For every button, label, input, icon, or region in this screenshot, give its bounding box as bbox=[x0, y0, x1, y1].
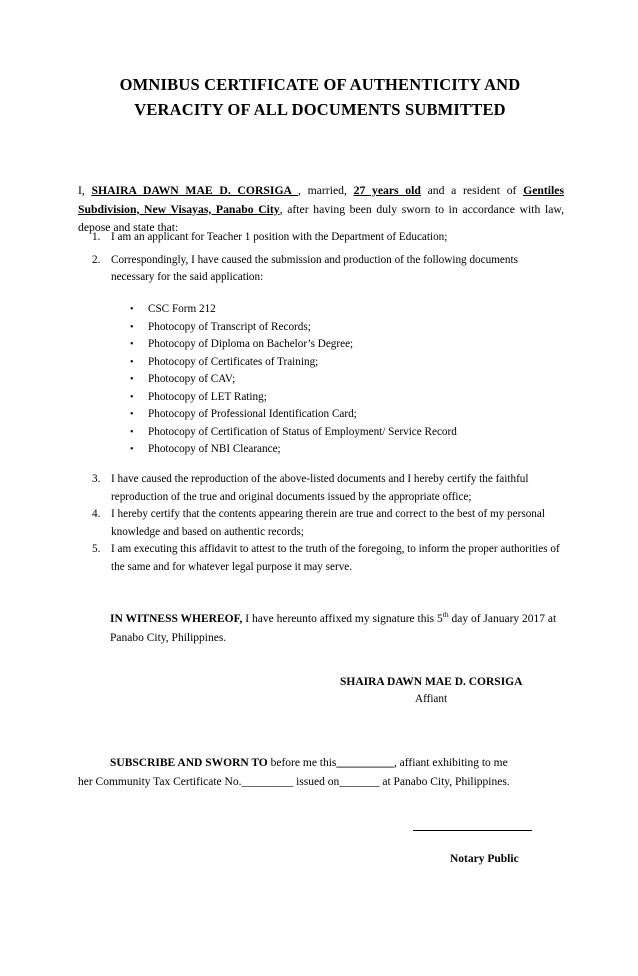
jurat-text-1: before me this bbox=[267, 757, 337, 769]
document-item bbox=[130, 336, 457, 354]
document-item bbox=[130, 301, 457, 319]
document-label: Photocopy of CAV; bbox=[148, 373, 236, 385]
affiant-signature-name: SHAIRA DAWN MAE D. CORSIGA bbox=[340, 676, 523, 688]
bullet-icon: • bbox=[130, 321, 134, 333]
intro-prefix: I, bbox=[78, 184, 92, 197]
document-item bbox=[130, 371, 457, 389]
jurat-date-blank: __________ bbox=[336, 757, 394, 769]
affiant-name-inline: SHAIRA DAWN MAE D. CORSIGA bbox=[91, 184, 299, 197]
document-item bbox=[130, 406, 457, 424]
document-label: Photocopy of Diploma on Bachelor’s Degree; bbox=[148, 338, 354, 350]
bullet-icon: • bbox=[130, 356, 134, 368]
witness-ordinal: th bbox=[442, 610, 449, 619]
title-line-1: OMNIBUS CERTIFICATE OF AUTHENTICITY AND bbox=[119, 75, 521, 94]
intro-after-name: , married, bbox=[298, 184, 354, 197]
document-label: Photocopy of Certificates of Training; bbox=[148, 355, 319, 368]
document-item bbox=[130, 319, 457, 337]
document-label: Photocopy of NBI Clearance; bbox=[148, 443, 281, 455]
witness-lead: IN WITNESS WHEREOF, bbox=[110, 612, 243, 625]
document-label: Photocopy of LET Rating; bbox=[148, 390, 267, 403]
jurat-paragraph bbox=[78, 754, 568, 792]
document-item bbox=[130, 389, 457, 407]
statement-number: 3. bbox=[92, 473, 101, 485]
statement-item bbox=[92, 252, 531, 287]
statement-number: 1. bbox=[92, 231, 101, 243]
statement-text: Correspondingly, I have caused the submission and production of the following documents necessary for the said application: bbox=[111, 253, 518, 283]
bullet-icon: • bbox=[130, 374, 134, 385]
bullet-icon: • bbox=[130, 426, 134, 438]
bullet-icon: • bbox=[130, 304, 134, 315]
witness-text-2: day of January 2017 at Panabo City, Philippines. bbox=[110, 612, 557, 644]
notary-signature-line bbox=[413, 830, 532, 831]
bullet-icon: • bbox=[130, 339, 134, 350]
document-label: Photocopy of Transcript of Records; bbox=[148, 320, 311, 333]
document-label: Photocopy of Certification of Status of Employment/ Service Record bbox=[148, 425, 457, 438]
document-item bbox=[130, 441, 457, 459]
bullet-icon: • bbox=[130, 409, 134, 420]
document-item bbox=[130, 354, 457, 372]
affiant-label: Affiant bbox=[415, 693, 448, 705]
jurat-line-1 bbox=[78, 754, 568, 773]
documents-list bbox=[130, 301, 457, 459]
statements-list-b bbox=[92, 471, 562, 576]
statements-list-a bbox=[92, 229, 562, 287]
bullet-icon: • bbox=[130, 444, 134, 455]
document-title bbox=[60, 72, 580, 122]
witness-paragraph bbox=[110, 605, 565, 648]
jurat-line-2: her Community Tax Certificate No._________ issued on_______ at Panabo City, Philippines. bbox=[78, 776, 510, 788]
jurat-text-2: , affiant exhibiting to me bbox=[393, 757, 508, 769]
statement-text: I am an applicant for Teacher 1 position with the Department of Education; bbox=[111, 231, 448, 243]
statement-number: 4. bbox=[92, 508, 101, 520]
statement-number: 2. bbox=[92, 253, 101, 266]
witness-text-1: I have hereunto affixed my signature this 5 bbox=[242, 612, 443, 625]
affiant-address: Gentiles Subdivision, New Visayas, Panabo City bbox=[78, 184, 565, 216]
statement-text: I hereby certify that the contents appearing therein are true and correct to the best of my personal knowledge and based on authentic records; bbox=[111, 508, 545, 538]
notary-label: Notary Public bbox=[450, 853, 519, 865]
title-line-2: VERACITY OF ALL DOCUMENTS SUBMITTED bbox=[134, 100, 506, 119]
statement-item bbox=[92, 506, 562, 541]
statement-number: 5. bbox=[92, 543, 101, 555]
document-label: Photocopy of Professional Identification Card; bbox=[148, 408, 357, 420]
statement-item bbox=[92, 541, 562, 576]
bullet-icon: • bbox=[130, 391, 134, 403]
jurat-lead: SUBSCRIBE AND SWORN TO bbox=[110, 757, 268, 769]
statement-text: I have caused the reproduction of the above-listed documents and I hereby certify the faithful reproduction of the true and original documents issued by the appropriate office; bbox=[111, 473, 529, 503]
statement-item bbox=[92, 229, 562, 247]
statement-item bbox=[92, 471, 562, 506]
statement-text: I am executing this affidavit to attest to the truth of the foregoing, to inform the proper authorities of the same and for whatever legal purpose it may serve. bbox=[111, 543, 560, 573]
intro-after-age: and a resident of bbox=[420, 184, 524, 197]
intro-rest: , after having been duly sworn to in accordance with law, depose and state that: bbox=[78, 202, 564, 234]
affiant-age: 27 years old bbox=[353, 184, 421, 197]
document-label: CSC Form 212 bbox=[148, 303, 216, 315]
document-item bbox=[130, 424, 457, 442]
